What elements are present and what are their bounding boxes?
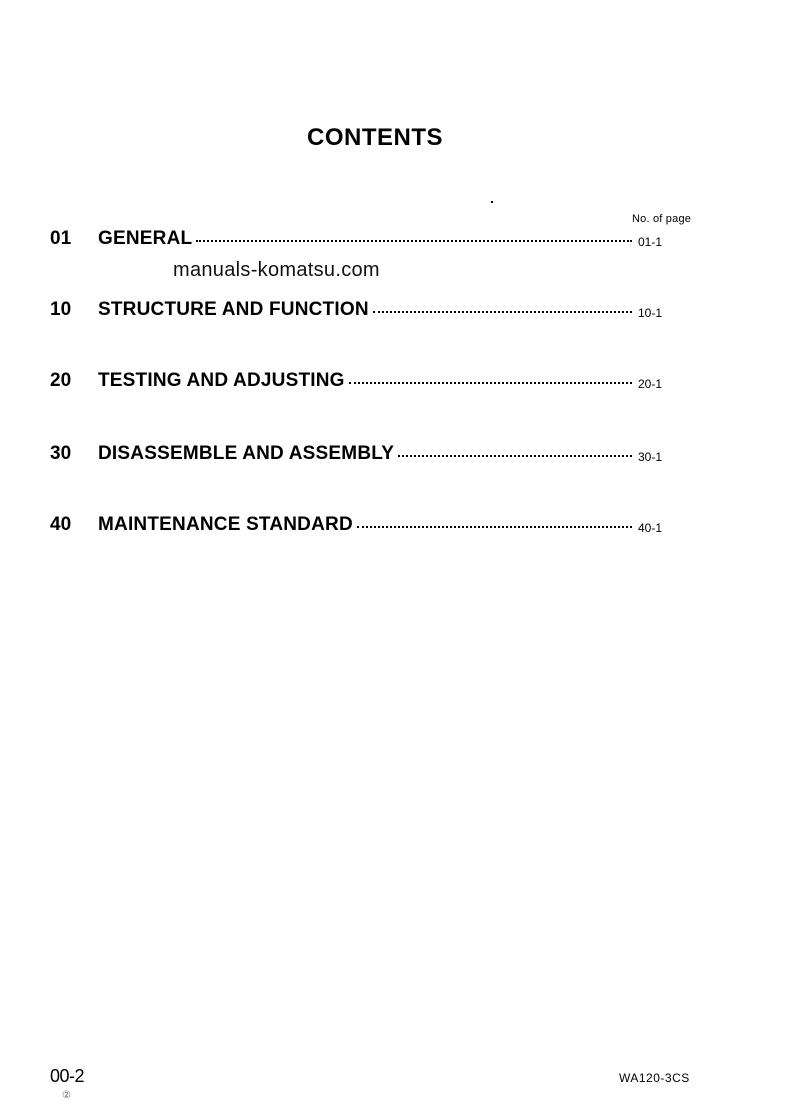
toc-entry-maintenance-standard[interactable] [50, 514, 680, 538]
toc-entry-title: TESTING AND ADJUSTING [98, 370, 345, 391]
page-title: CONTENTS [307, 124, 443, 151]
toc-entry-page: 10-1 [638, 306, 663, 320]
footer-page-number: 00-2 [50, 1066, 85, 1086]
revision-mark: ② [62, 1090, 71, 1101]
toc-entry-title: MAINTENANCE STANDARD [98, 514, 353, 535]
toc-entry-title: GENERAL [98, 228, 193, 249]
toc-entry-disassemble-and-assembly[interactable] [50, 443, 680, 467]
toc-entry-number: 40 [50, 514, 72, 535]
toc-entry-title: STRUCTURE AND FUNCTION [98, 299, 369, 320]
toc-entry-title: DISASSEMBLE AND ASSEMBLY [98, 443, 395, 464]
scan-speck [491, 201, 493, 203]
page-number-column-header: No. of page [632, 213, 692, 225]
toc-entry-general[interactable] [50, 228, 680, 252]
dot-leader [349, 382, 632, 384]
dot-leader [196, 240, 632, 242]
dot-leader [398, 455, 632, 457]
toc-entry-number: 10 [50, 299, 72, 320]
toc-entry-testing-and-adjusting[interactable] [50, 370, 680, 394]
toc-entry-number: 30 [50, 443, 72, 464]
toc-entry-page: 40-1 [638, 521, 663, 535]
dot-leader [373, 311, 632, 313]
toc-entry-page: 20-1 [638, 377, 663, 391]
toc-entry-number: 20 [50, 370, 72, 391]
toc-entry-page: 30-1 [638, 450, 663, 464]
toc-entry-number: 01 [50, 228, 72, 249]
dot-leader [357, 526, 632, 528]
toc-entry-structure-and-function[interactable] [50, 299, 680, 323]
footer-model-code: WA120-3CS [619, 1071, 690, 1085]
toc-entry-page: 01-1 [638, 235, 663, 249]
watermark-text: manuals-komatsu.com [173, 259, 380, 281]
